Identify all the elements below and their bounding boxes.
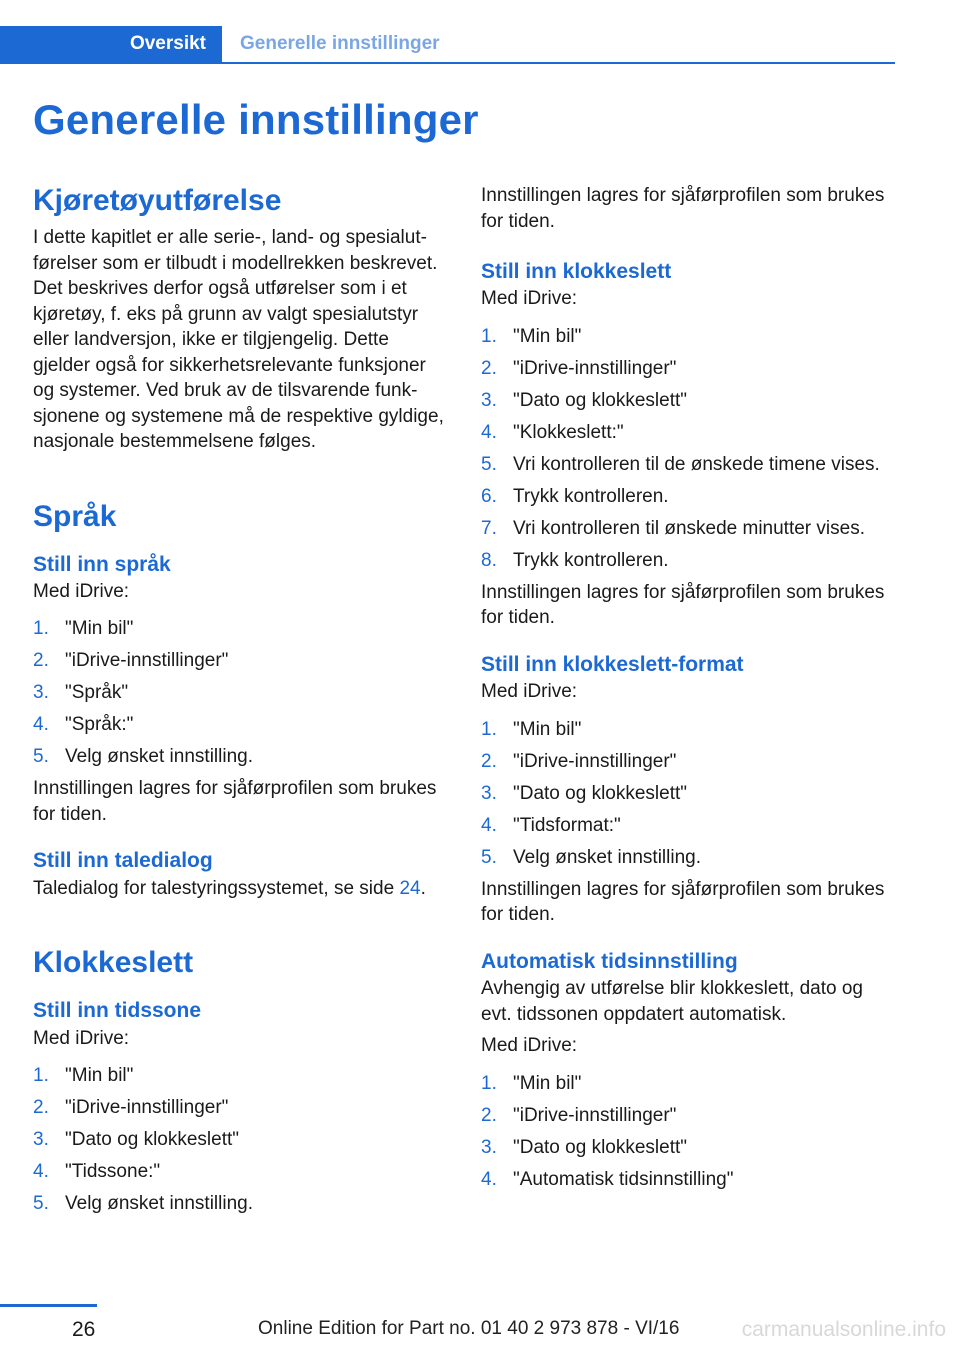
list-item: 5. Velg ønsket innstilling. (481, 846, 701, 868)
list-item: 5. Velg ønsket innstilling. (33, 1193, 253, 1215)
auto-time-steps (481, 1071, 891, 1193)
right-column (481, 183, 891, 1199)
top-note: Innstillingen lagres for sjåførprofilen som brukes for tiden. (481, 185, 885, 232)
list-item: 4. "Språk:" (33, 714, 134, 736)
voice-dialog-text: Taledialog for talestyringssystemet, se side 24. (33, 877, 426, 899)
tab-oversikt[interactable]: Oversikt (0, 26, 222, 62)
subsection-time-format: Still inn klokkeslett-format (481, 652, 744, 676)
language-note: Innstillingen lagres for sjåførprofilen som brukes for tiden. (33, 778, 437, 825)
subsection-voice-dialog: Still inn taledialog (33, 849, 213, 873)
time-format-steps (481, 717, 891, 871)
time-format-intro: Med iDrive: (481, 681, 578, 703)
set-time-note: Innstillingen lagres for sjåførprofilen som brukes for tiden. (481, 581, 885, 629)
section-title-vehicle: Kjøretøyutførelse (33, 184, 282, 217)
subsection-set-language: Still inn språk (33, 552, 171, 576)
header-bar (0, 26, 895, 64)
language-intro: Med iDrive: (33, 580, 130, 602)
list-item: 3. "Dato og klokkeslett" (481, 782, 688, 804)
vehicle-paragraph: I dette kapitlet er alle serie-, land- og spesialutførelser som er tilbudt i modellrekken beskrevet. Det beskrives derfor også utførelser som i et kjøretøy, f. eks på grunn av valgt spesialutstyr eller landversjon, ikke er tilgjengelig. Dette gjelder også for sikkerhetsrelevante funksjoner og systemer. Ved bruk av de tilsvarende funksjonene og systemene må de respektive gyldige, nasjonale bestemmelsene følges. (33, 227, 444, 452)
list-item: 1. "Min bil" (481, 1072, 582, 1094)
timezone-intro: Med iDrive: (33, 1027, 130, 1049)
left-column (33, 183, 451, 1223)
list-item: 5. Vri kontrolleren til de ønskede timene vises. (481, 453, 880, 475)
language-steps (33, 616, 451, 770)
list-item: 1. "Min bil" (33, 618, 134, 640)
page-number: 26 (72, 1318, 96, 1341)
list-item: 4. "Tidssone:" (33, 1161, 161, 1183)
list-item: 2. "iDrive-innstillinger" (481, 357, 677, 379)
list-item: 3. "Dato og klokkeslett" (481, 1136, 688, 1158)
list-item: 8. Trykk kontrolleren. (481, 549, 669, 571)
list-item: 2. "iDrive-innstillinger" (33, 650, 229, 672)
list-item: 1. "Min bil" (481, 718, 582, 740)
timezone-steps (33, 1063, 451, 1217)
list-item: 4. "Klokkeslett:" (481, 421, 624, 443)
subsection-set-time: Still inn klokkeslett (481, 260, 672, 283)
list-item: 4. "Automatisk tidsinnstilling" (481, 1168, 734, 1190)
list-item: 6. Trykk kontrolleren. (481, 485, 669, 507)
set-time-steps (481, 324, 891, 574)
subsection-time-zone: Still inn tidssone (33, 999, 202, 1023)
list-item: 2. "iDrive-innstillinger" (481, 750, 677, 772)
section-title-clock: Klokkeslett (33, 946, 194, 980)
page-link[interactable]: 24 (399, 877, 421, 899)
list-item: 7. Vri kontrolleren til ønskede minutter vises. (481, 517, 865, 539)
time-format-note: Innstillingen lagres for sjåførprofilen som brukes for tiden. (481, 878, 885, 926)
subsection-auto-time: Automatisk tidsinnstilling (481, 949, 738, 973)
list-item: 1. "Min bil" (33, 1065, 134, 1087)
list-item: 2. "iDrive-innstillinger" (33, 1097, 229, 1119)
list-item: 3. "Språk" (33, 682, 129, 704)
page-title: Generelle innstillinger (33, 96, 479, 143)
auto-time-intro: Med iDrive: (481, 1035, 578, 1057)
list-item: 3. "Dato og klokkeslett" (33, 1129, 240, 1151)
list-item: 1. "Min bil" (481, 325, 582, 347)
list-item: 5. Velg ønsket innstilling. (33, 746, 253, 768)
list-item: 2. "iDrive-innstillinger" (481, 1104, 677, 1126)
footer-rule (0, 1304, 97, 1307)
auto-time-text: Avhengig av utførelse blir klokkeslett, dato og evt. tidssonen oppdatert automatisk. (481, 978, 863, 1025)
watermark: carmanualsonline.info (741, 1318, 946, 1341)
edition-text: Online Edition for Part no. 01 40 2 973 878 - VI/16 (258, 1318, 680, 1339)
list-item: 3. "Dato og klokkeslett" (481, 389, 688, 411)
section-title-language: Språk (33, 499, 117, 533)
list-item: 4. "Tidsformat:" (481, 814, 621, 836)
set-time-intro: Med iDrive: (481, 288, 578, 310)
tab-generelle-innstillinger[interactable]: Generelle innstillinger (240, 33, 440, 54)
